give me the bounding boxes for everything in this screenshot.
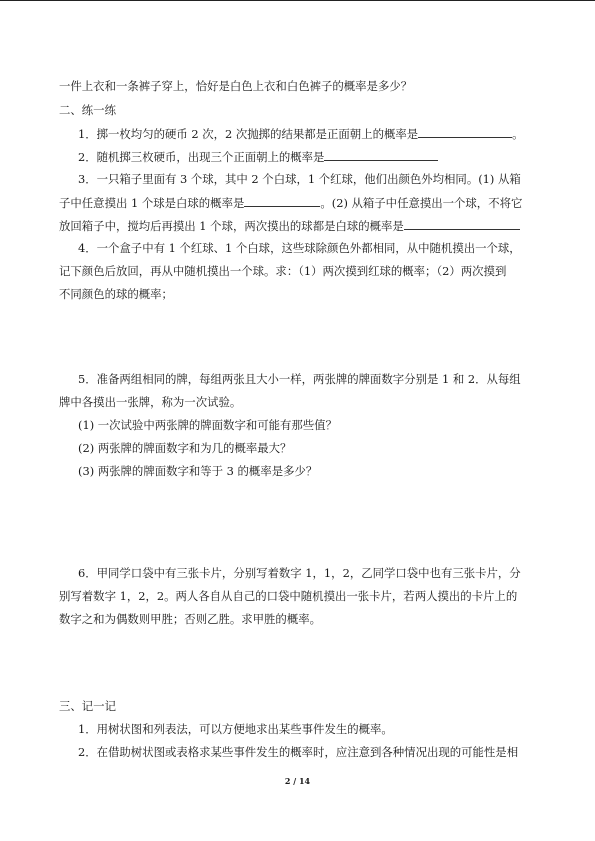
- practice-question-6-line-1: 6．甲同学口袋中有三张卡片，分别写着数字 1，1，2，乙同学口袋中也有三张卡片，分: [78, 566, 521, 580]
- practice-question-5-sub-3: (3) 两张牌的牌面数字和等于 3 的概率是多少？: [78, 464, 318, 478]
- practice-question-3-part-2: 。(2) 从箱子中任意摸出一个球，不将它: [320, 196, 523, 210]
- question-continuation: 一件上衣和一条裤子穿上，恰好是白色上衣和白色裤子的概率是多少？: [59, 79, 413, 93]
- page-number: 2 / 14: [284, 776, 311, 786]
- practice-question-3-part-3: 放回箱子中，搅均后再摸出 1 个球，两次摸出的球都是白球的概率是: [59, 219, 404, 233]
- practice-question-3-line-3: [59, 218, 520, 234]
- practice-question-6-line-2: 别写着数字 1，2，2。两人各自从自己的口袋中随机摸出一张卡片，若两人摸出的卡片上的: [59, 589, 518, 603]
- practice-question-5-line-2: 牌中各摸出一张牌，称为一次试验。: [59, 395, 242, 409]
- practice-question-6-line-3: 数字之和为偶数则甲胜；否则乙胜。求甲胜的概率。: [59, 612, 321, 626]
- answer-blank: [418, 126, 512, 138]
- answer-blank: [244, 195, 320, 207]
- remember-point-1: 1．用树状图和列表法，可以方便地求出某些事件发生的概率。: [78, 722, 393, 736]
- practice-question-5-sub-2: (2) 两张牌的牌面数字和为几的概率最大？: [78, 441, 292, 455]
- practice-question-3-line-2: [59, 195, 522, 211]
- practice-question-2-text: 2．随机掷三枚硬币，出现三个正面朝上的概率是: [78, 150, 325, 164]
- practice-question-3-part-1: 子中任意摸出 1 个球是白球的概率是: [59, 196, 245, 210]
- page-top-border: [0, 0, 595, 1]
- practice-question-1: [78, 126, 524, 142]
- practice-question-4-line-1: 4．一个盒子中有 1 个红球、1 个白球，这些球除颜色外都相同，从中随机摸出一个球，: [78, 241, 521, 255]
- answer-blank: [404, 218, 520, 230]
- practice-question-1-end: 。: [512, 127, 524, 141]
- section-heading-practice: 二、练一练: [59, 103, 116, 117]
- practice-question-5-sub-1: (1) 一次试验中两张牌的牌面数字和可能有那些值？: [78, 418, 337, 432]
- answer-blank: [324, 149, 438, 161]
- practice-question-2: [78, 149, 438, 165]
- practice-question-3-line-1: 3．一只箱子里面有 3 个球，其中 2 个白球，1 个红球，他们出颜色外均相同。(1) 从箱: [78, 172, 521, 186]
- practice-question-4-line-2: 记下颜色后放回，再从中随机摸出一个球。求：（1）两次摸到红球的概率；（2）两次摸到: [59, 264, 507, 278]
- practice-question-5-line-1: 5．准备两组相同的牌，每组两张且大小一样，两张牌的牌面数字分别是 1 和 2．从每组: [78, 372, 521, 386]
- remember-point-2: 2．在借助树状图或表格求某些事件发生的概率时，应注意到各种情况出现的可能性是相: [78, 745, 519, 759]
- practice-question-4-line-3: 不同颜色的球的概率；: [59, 287, 173, 301]
- section-heading-remember: 三、记一记: [59, 699, 116, 713]
- practice-question-1-text: 1．掷一枚均匀的硬币 2 次，2 次抛掷的结果都是正面朝上的概率是: [78, 127, 419, 141]
